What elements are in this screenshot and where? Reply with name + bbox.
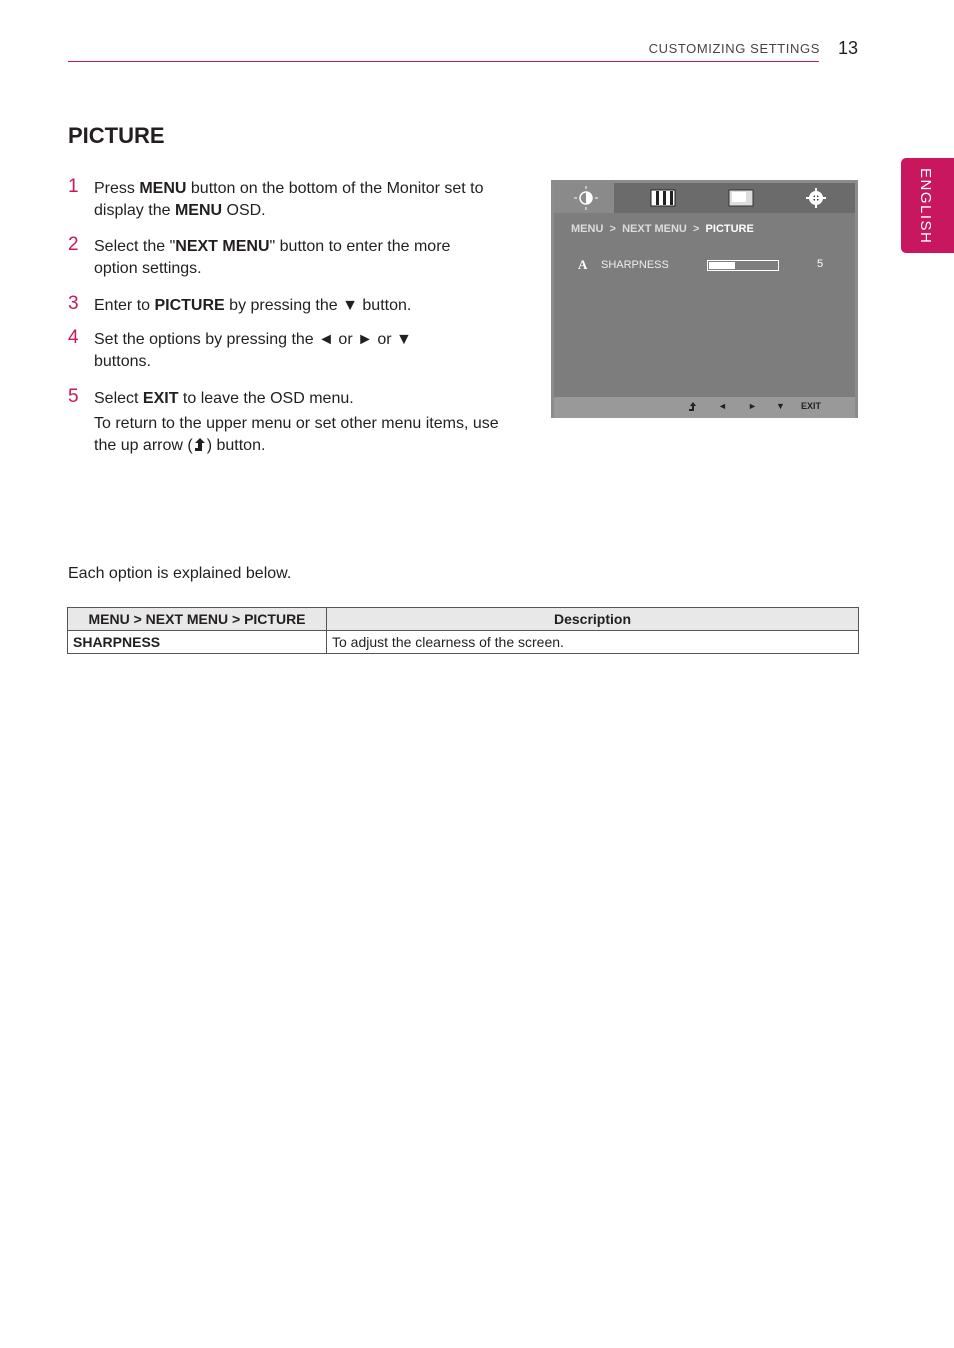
page-title: PICTURE xyxy=(68,123,165,148)
column-header: Description xyxy=(327,608,859,631)
osd-footer xyxy=(554,397,855,418)
osd-tab-setup xyxy=(794,183,854,213)
osd-tab-picture xyxy=(554,183,614,213)
exit-label: EXIT xyxy=(801,401,822,411)
up-arrow-icon xyxy=(193,438,207,452)
color-bars-icon xyxy=(634,183,694,213)
sharpness-slider xyxy=(707,260,779,271)
option-description: To adjust the clearness of the screen. xyxy=(327,631,859,654)
column-header: MENU > NEXT MENU > PICTURE xyxy=(68,608,327,631)
screen-icon xyxy=(714,183,774,213)
sharpness-slider-fill xyxy=(709,262,735,269)
intro-text: Each option is explained below. xyxy=(68,565,292,582)
left-arrow-icon: ◄ xyxy=(718,401,727,411)
osd-breadcrumb: MENU > NEXT MENU > PICTURE xyxy=(571,223,754,235)
brightness-icon xyxy=(554,183,614,213)
language-tab xyxy=(901,158,954,253)
table-header-row xyxy=(68,608,859,631)
options-table xyxy=(67,607,859,654)
osd-tab-bar xyxy=(554,183,855,213)
step-text: Select EXIT to leave the OSD menu. xyxy=(94,390,354,407)
step-text: Enter to PICTURE by pressing the ▼ button. xyxy=(94,297,412,314)
osd-panel xyxy=(554,213,855,397)
right-arrow-icon: ► xyxy=(748,401,757,411)
table-row xyxy=(68,631,859,654)
step-number: 5 xyxy=(68,386,79,407)
option-name: SHARPNESS xyxy=(68,631,327,654)
step-note: To return to the upper menu or set other menu items, use the up arrow ( ) button. xyxy=(94,415,499,454)
osd-tab-display xyxy=(714,183,774,213)
language-tab-label: ENGLISH xyxy=(917,168,934,245)
gear-icon xyxy=(794,183,854,213)
step-number: 3 xyxy=(68,293,79,314)
sharpness-icon: A xyxy=(578,257,588,272)
page-number: 13 xyxy=(838,38,859,58)
step-text: Set the options by pressing the ◄ or ► or ▼ buttons. xyxy=(94,331,412,370)
down-arrow-icon: ▼ xyxy=(776,401,785,411)
osd-screenshot xyxy=(551,180,858,418)
osd-tab-color xyxy=(634,183,694,213)
step-text: Press MENU button on the bottom of the Monitor set to display the MENU OSD. xyxy=(94,180,484,219)
up-arrow-icon xyxy=(688,402,698,412)
step-number: 4 xyxy=(68,327,79,348)
section-title: CUSTOMIZING SETTINGS xyxy=(648,41,820,56)
sharpness-label: SHARPNESS xyxy=(601,259,669,271)
step-number: 2 xyxy=(68,234,79,255)
step-number: 1 xyxy=(68,176,79,197)
header-divider xyxy=(68,61,819,62)
step-text: Select the "NEXT MENU" button to enter the more option settings. xyxy=(94,238,451,277)
sharpness-value: 5 xyxy=(817,258,824,270)
